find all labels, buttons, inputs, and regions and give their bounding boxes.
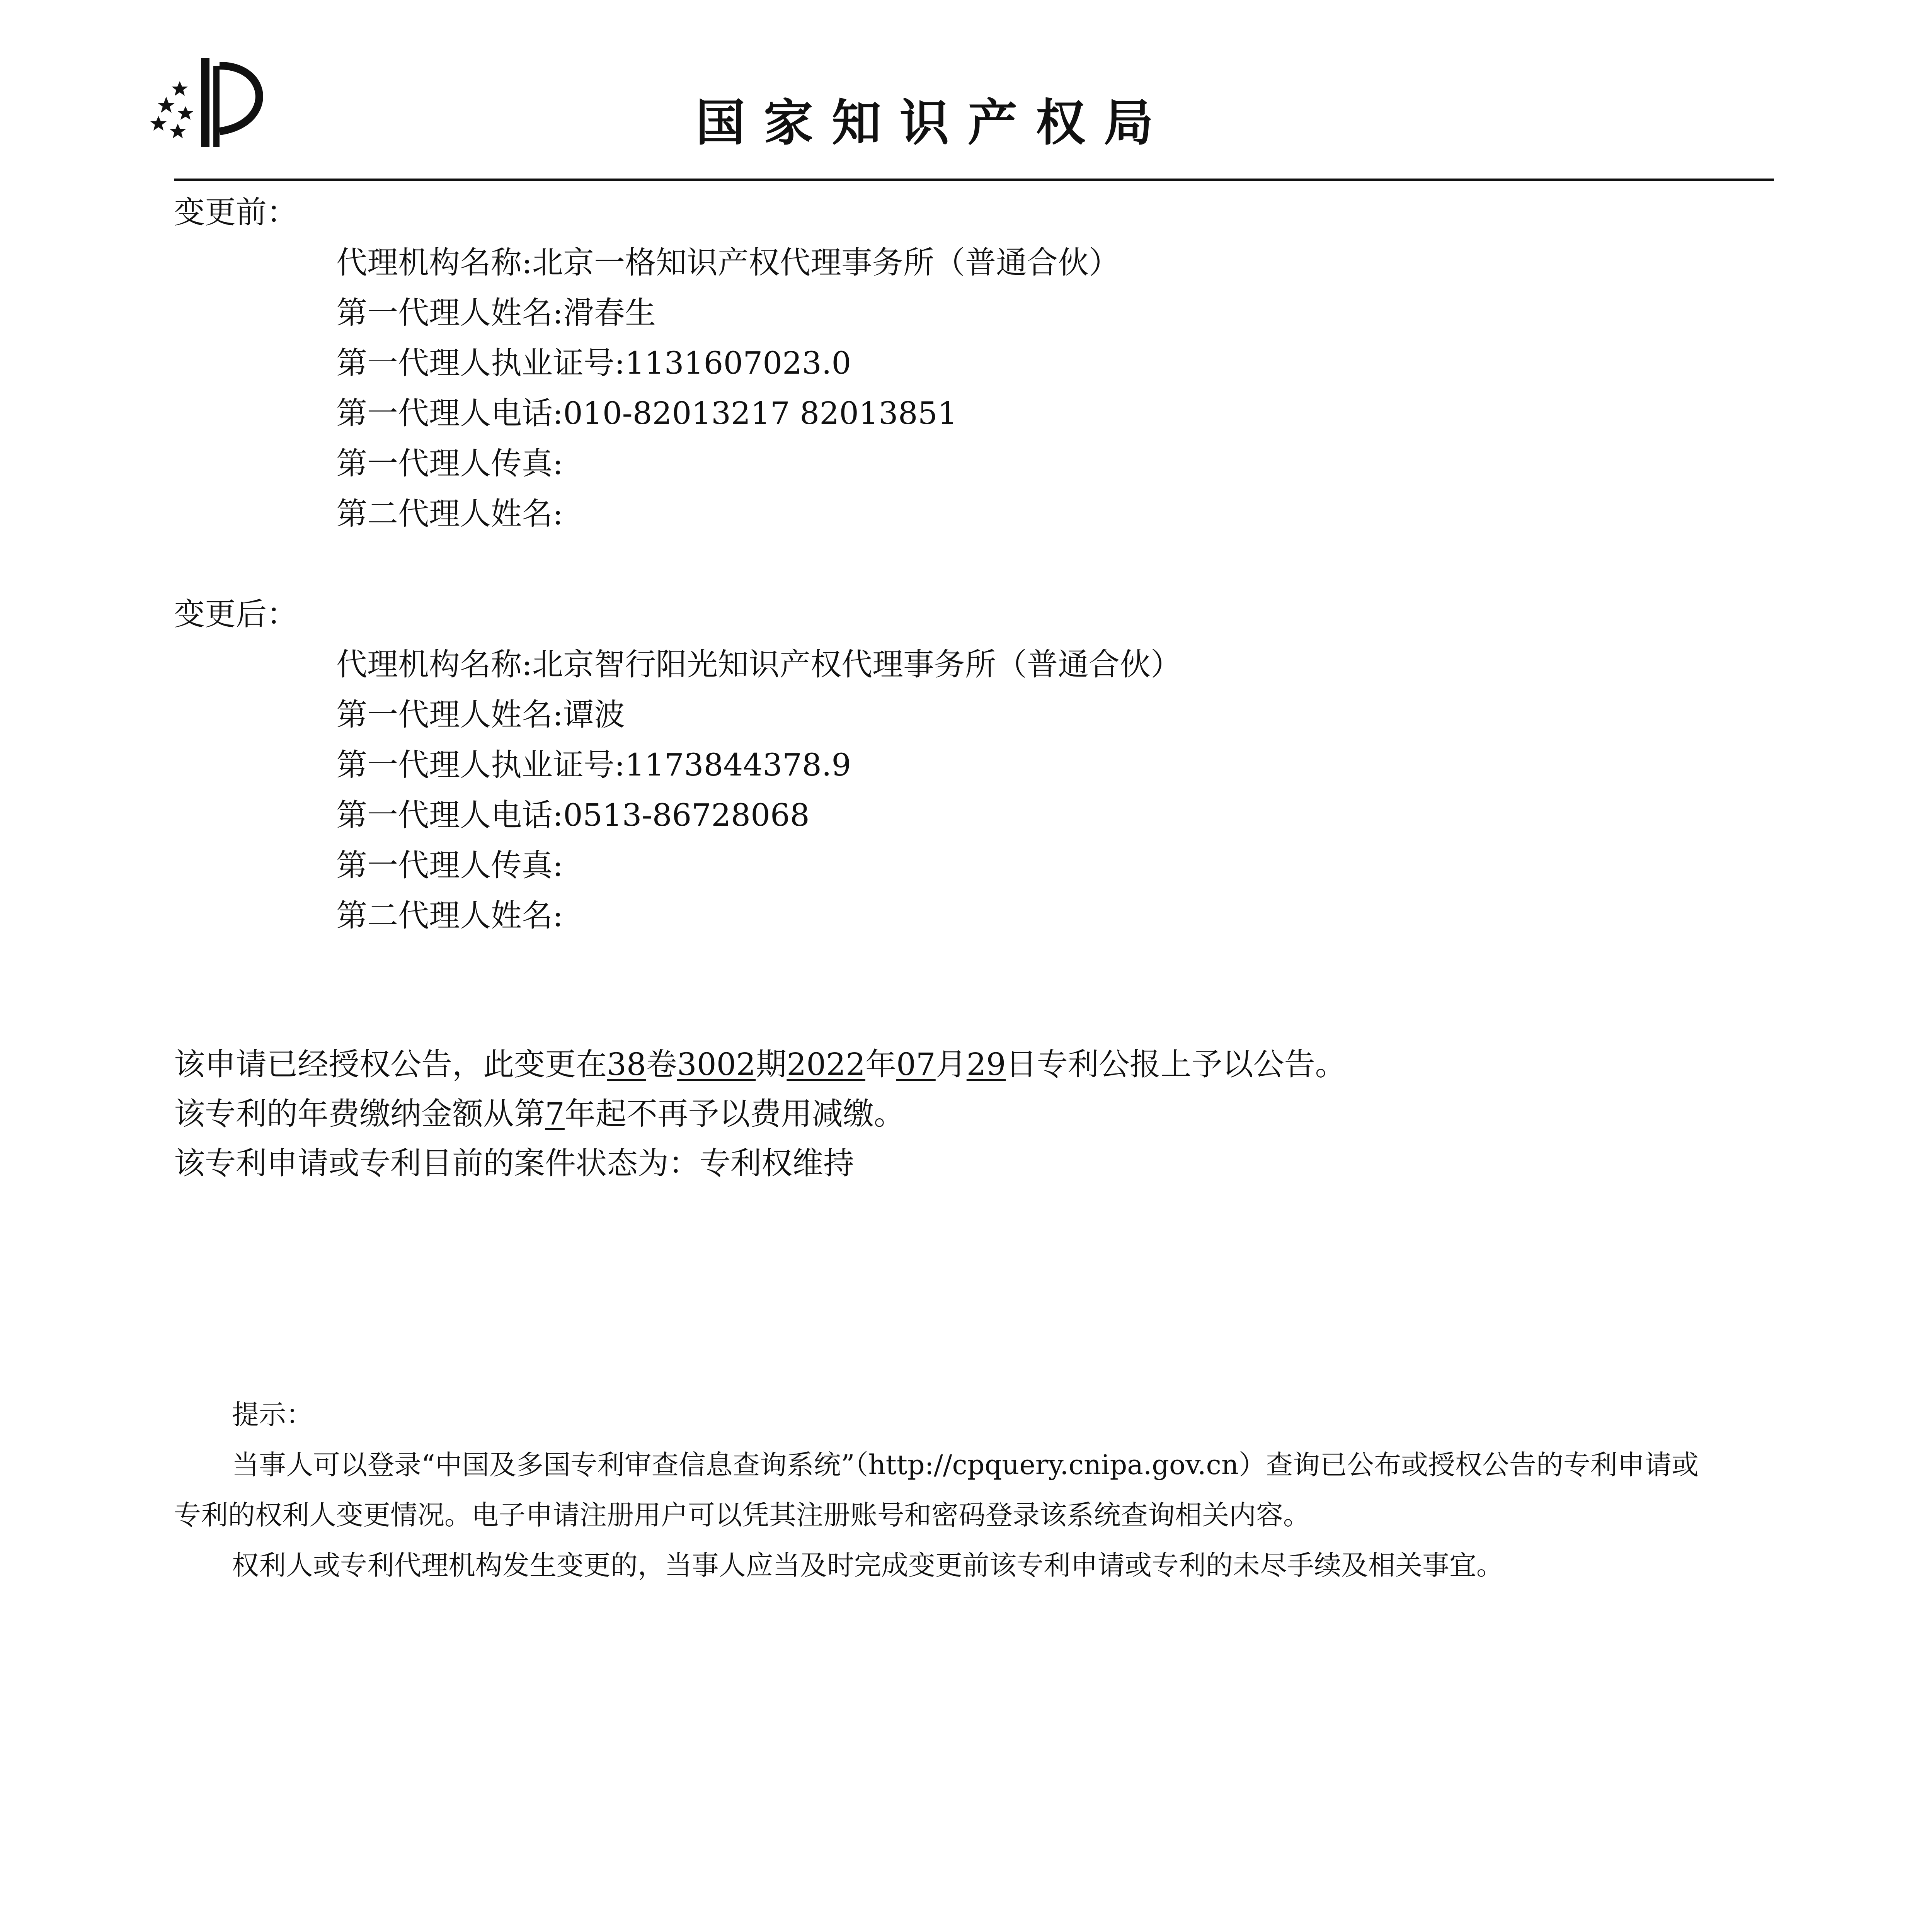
header-rule (174, 179, 1774, 181)
fee-year-number: 7 (545, 1096, 565, 1132)
after-label: 变更后： (174, 596, 298, 632)
before-label: 变更前： (174, 194, 298, 230)
tips-heading: 提示： (232, 1399, 313, 1430)
after-first-agent-name: 第一代理人姓名:谭波 (336, 697, 625, 733)
case-status-line: 该专利申请或专利目前的案件状态为：专利权维持 (174, 1145, 854, 1181)
tips-line-3: 权利人或专利代理机构发生变更的，当事人应当及时完成变更前该专利申请或专利的未尽手续及相关事宜。 (232, 1549, 1503, 1581)
tips-line-1: 当事人可以登录“中国及多国专利审查信息查询系统”（http://cpquery.cnipa.gov.cn）查询已公布或授权公告的专利申请或 (232, 1449, 1699, 1481)
tips-line-2: 专利的权利人变更情况。电子申请注册用户可以凭其注册账号和密码登录该系统查询相关内容。 (174, 1499, 1310, 1531)
announce-year: 2022 (787, 1046, 865, 1082)
after-second-agent-name: 第二代理人姓名: (336, 898, 563, 934)
announce-day: 29 (966, 1046, 1006, 1082)
volume-number: 38 (607, 1046, 646, 1082)
before-first-agent-name: 第一代理人姓名:滑春生 (336, 295, 656, 331)
fee-reduction-line: 该专利的年费缴纳金额从第7年起不再予以费用减缴。 (174, 1096, 905, 1132)
cnipa-emblem-icon (143, 50, 282, 151)
after-first-agent-license: 第一代理人执业证号:1173844378.9 (336, 747, 851, 783)
before-first-agent-phone: 第一代理人电话:010-82013217 82013851 (336, 395, 957, 431)
announce-month: 07 (896, 1046, 936, 1082)
organization-title: 国家知识产权局 (696, 94, 1172, 152)
after-first-agent-phone: 第一代理人电话:0513-86728068 (336, 797, 810, 833)
after-agency-name: 代理机构名称:北京智行阳光知识产权代理事务所（普通合伙） (336, 646, 1182, 682)
before-first-agent-license: 第一代理人执业证号:1131607023.0 (336, 345, 851, 381)
announcement-line: 该申请已经授权公告，此变更在38卷3002期2022年07月29日专利公报上予以公告。 (174, 1046, 1346, 1082)
after-first-agent-fax: 第一代理人传真: (336, 847, 563, 883)
before-first-agent-fax: 第一代理人传真: (336, 446, 563, 481)
before-agency-name: 代理机构名称:北京一格知识产权代理事务所（普通合伙） (336, 245, 1120, 281)
issue-number: 3002 (677, 1046, 756, 1082)
before-second-agent-name: 第二代理人姓名: (336, 496, 563, 532)
